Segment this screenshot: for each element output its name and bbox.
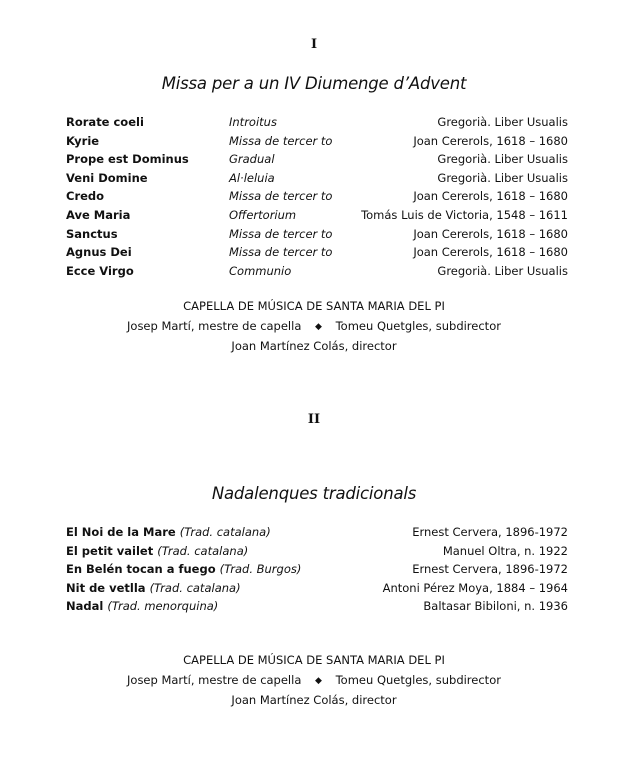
piece-part: Missa de tercer to [229, 189, 333, 204]
piece-name: Sanctus [66, 226, 118, 241]
piece-name: Credo [66, 189, 105, 204]
piece-name: Ecce Virgo [66, 263, 134, 278]
piece-name: El Noi de la Mare [66, 525, 176, 539]
piece-name: En Belén tocan a fuego [66, 562, 216, 577]
piece-name: Nit de vetlla [66, 580, 146, 595]
piece-composer: Joan Cererols, 1618 – 1680 [413, 133, 568, 148]
piece-part: Al·leluia [229, 170, 275, 185]
piece-composer: Tomás Luis de Victoria, 1548 – 1611 [361, 208, 568, 222]
mestre-credit: Josep Martí, mestre de capella [127, 672, 302, 687]
piece-name: Prope est Dominus [66, 152, 189, 167]
section-numeral: II [307, 412, 321, 427]
program-row [66, 597, 568, 615]
section-title: Nadalenques tradicionals [211, 484, 417, 503]
tradition-note: (Trad. catalana) [157, 543, 249, 558]
piece-part: Missa de tercer to [229, 245, 333, 260]
piece-composer: Antoni Pérez Moya, 1884 – 1964 [382, 580, 568, 595]
piece-composer: Gregorià. Liber Usualis [437, 115, 568, 129]
piece-composer: Joan Cererols, 1618 – 1680 [413, 189, 568, 204]
subdirector-credit: Tomeu Quetgles, subdirector [335, 318, 501, 333]
program-row [66, 243, 568, 261]
program-row [66, 262, 568, 280]
piece-composer: Joan Cererols, 1618 – 1680 [413, 245, 568, 260]
tradition-note: (Trad. menorquina) [107, 599, 219, 614]
program-row [66, 187, 568, 205]
piece-name: Nadal [66, 599, 104, 614]
director-credit: Joan Martínez Colás, director [231, 339, 397, 353]
subdirector-credit: Tomeu Quetgles, subdirector [335, 672, 501, 687]
director-credit: Joan Martínez Colás, director [231, 693, 397, 707]
piece-composer: Joan Cererols, 1618 – 1680 [413, 226, 568, 241]
program-row [66, 523, 568, 541]
piece-part: Missa de tercer to [229, 133, 333, 148]
piece-composer: Baltasar Bibiloni, n. 1936 [423, 599, 568, 614]
piece-name: El petit vailet [66, 543, 154, 558]
piece-name: Kyrie [66, 133, 100, 148]
piece-name: Veni Domine [66, 170, 148, 185]
program-row [66, 542, 568, 560]
piece-part: Missa de tercer to [229, 226, 333, 241]
program-row [66, 579, 568, 597]
piece-composer: Gregorià. Liber Usualis [437, 152, 568, 167]
piece-composer: Ernest Cervera, 1896-1972 [412, 562, 568, 577]
ensemble-name: CAPELLA DE MÚSICA DE SANTA MARIA DEL PI [183, 653, 445, 667]
program-row [66, 132, 568, 150]
piece-part: Introitus [229, 115, 277, 129]
credit-line [0, 671, 628, 692]
section-numeral: I [310, 37, 318, 52]
tradition-note: (Trad. catalana) [179, 525, 271, 539]
program-row [66, 560, 568, 578]
diamond-bullet-icon: ◆ [315, 675, 322, 686]
tradition-note: (Trad. Burgos) [219, 562, 302, 577]
program-row [66, 225, 568, 243]
credit-line [0, 317, 628, 338]
diamond-bullet-icon: ◆ [315, 321, 322, 332]
piece-composer: Gregorià. Liber Usualis [437, 263, 568, 278]
piece-composer: Ernest Cervera, 1896-1972 [412, 525, 568, 539]
piece-composer: Gregorià. Liber Usualis [437, 170, 568, 185]
program-row [66, 169, 568, 187]
piece-part: Offertorium [229, 208, 297, 222]
program-row [66, 150, 568, 168]
piece-part: Communio [229, 263, 292, 278]
ensemble-name: CAPELLA DE MÚSICA DE SANTA MARIA DEL PI [183, 299, 445, 313]
piece-composer: Manuel Oltra, n. 1922 [442, 543, 568, 558]
piece-name: Agnus Dei [66, 245, 132, 260]
program-row [66, 206, 568, 224]
performer-credits [0, 651, 628, 711]
piece-name: Rorate coeli [66, 115, 144, 129]
section-title: Missa per a un IV Diumenge d’Advent [161, 74, 467, 93]
tradition-note: (Trad. catalana) [149, 580, 241, 595]
performer-credits [0, 297, 628, 357]
program-row [66, 113, 568, 131]
piece-name: Ave Maria [66, 208, 131, 222]
piece-part: Gradual [229, 152, 275, 167]
mestre-credit: Josep Martí, mestre de capella [127, 318, 302, 333]
